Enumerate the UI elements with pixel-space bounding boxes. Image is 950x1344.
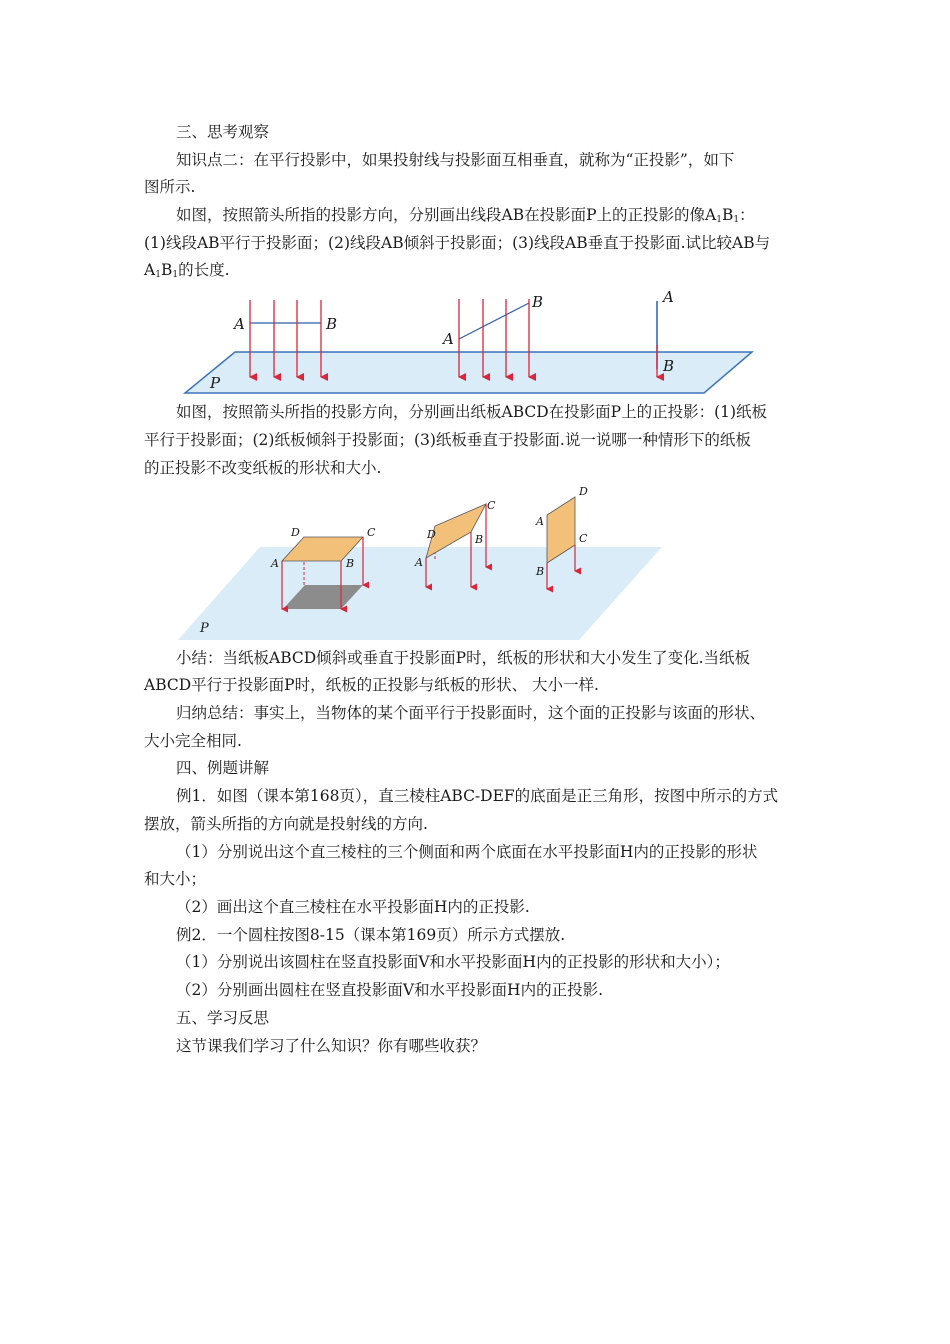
point-label-b: B bbox=[326, 315, 338, 333]
board-projection-figure bbox=[175, 485, 665, 643]
vertex-label-d: D bbox=[291, 526, 300, 539]
section-heading-5: 五、学习反思 bbox=[176, 1009, 270, 1027]
task1-text-line3 bbox=[144, 260, 824, 285]
vertex-label-b: B bbox=[536, 565, 545, 578]
conclusion-line1: 归纳总结：事实上，当物体的某个面平行于投影面时，这个面的正投影与该面的形状、 bbox=[176, 704, 766, 722]
kp2-text-line1: 知识点二：在平行投影中，如果投射线与投影面互相垂直，就称为“正投影”，如下 bbox=[176, 151, 735, 169]
task1-a: A bbox=[144, 261, 156, 279]
task1-text-line1 bbox=[176, 205, 856, 230]
vertex-label-c: C bbox=[487, 499, 496, 512]
point-label-a: A bbox=[443, 330, 454, 348]
kp2-text-line2: 图所示. bbox=[144, 178, 196, 196]
conclusion-line2: 大小完全相同. bbox=[144, 732, 242, 750]
subscript: 1 bbox=[172, 270, 179, 280]
summary-line2: ABCD平行于投影面P时，纸板的正投影与纸板的形状、 大小一样. bbox=[144, 676, 599, 694]
point-label-a: A bbox=[234, 315, 245, 333]
point-label-a: A bbox=[663, 288, 674, 306]
task2-text-line1: 如图，按照箭头所指的投影方向，分别画出纸板ABCD在投影面P上的正投影：(1)纸板 bbox=[176, 403, 768, 421]
subscript: 1 bbox=[716, 215, 722, 225]
task1-b: B bbox=[160, 261, 173, 279]
example1-line1: 例1．如图（课本第168页），直三棱柱ABC-DEF的底面是正三角形，按图中所示的方式 bbox=[176, 787, 779, 805]
section-heading-3: 三、思考观察 bbox=[176, 123, 270, 141]
example1-question1-line1: （1）分别说出这个直三棱柱的三个侧面和两个底面在水平投影面H内的正投影的形状 bbox=[176, 843, 758, 861]
segment-ab bbox=[459, 303, 529, 339]
vertex-label-c: C bbox=[367, 526, 376, 539]
vertex-label-b: B bbox=[346, 557, 355, 570]
task1-text-end3: 的长度. bbox=[178, 261, 230, 279]
example2-line: 例2．一个圆柱按图8-15（课本第169页）所示方式摆放. bbox=[176, 926, 566, 944]
section-heading-4: 四、例题讲解 bbox=[176, 759, 270, 777]
vertex-label-d: D bbox=[579, 485, 588, 498]
subscript: 1 bbox=[733, 215, 740, 225]
example2-question2: （2）分别画出圆柱在竖直投影面V和水平投影面H内的正投影. bbox=[176, 981, 604, 999]
vertex-label-b: B bbox=[475, 533, 484, 546]
vertex-label-a: A bbox=[415, 556, 423, 569]
vertex-label-d: D bbox=[427, 528, 436, 541]
example1-line2: 摆放，箭头所指的方向就是投射线的方向. bbox=[144, 815, 428, 833]
task2-text-line3: 的正投影不改变纸板的形状和大小. bbox=[144, 459, 382, 477]
task2-text-line2: 平行于投影面；(2)纸板倾斜于投影面；(3)纸板垂直于投影面.说一说哪一种情形下的纸板 bbox=[144, 431, 751, 449]
vertex-label-c: C bbox=[579, 532, 588, 545]
vertex-label-a: A bbox=[536, 515, 544, 528]
task1-text-line2: (1)线段AB平行于投影面；(2)线段AB倾斜于投影面；(3)线段AB垂直于投影面.试比较AB与 bbox=[144, 234, 771, 252]
plane-label-p: P bbox=[200, 621, 209, 636]
point-label-b: B bbox=[663, 357, 675, 375]
plane-label-p: P bbox=[210, 374, 221, 392]
vertex-label-a: A bbox=[271, 557, 279, 570]
subscript: 1 bbox=[155, 270, 161, 280]
segment-projection-figure bbox=[180, 285, 760, 400]
example2-question1: （1）分别说出该圆柱在竖直投影面V和水平投影面H内的正投影的形状和大小）； bbox=[176, 953, 730, 971]
task1-text: 如图，按照箭头所指的投影方向，分别画出线段AB在投影面P上的正投影的像A bbox=[176, 206, 717, 224]
summary-line1: 小结：当纸板ABCD倾斜或垂直于投影面P时，纸板的形状和大小发生了变化.当纸板 bbox=[176, 649, 751, 667]
task1-text-end: ： bbox=[739, 206, 755, 224]
reflection-question: 这节课我们学习了什么知识？你有哪些收获？ bbox=[176, 1037, 487, 1055]
example1-question1-line2: 和大小； bbox=[144, 870, 207, 888]
point-label-b: B bbox=[532, 293, 544, 311]
example1-question2: （2）画出这个直三棱柱在水平投影面H内的正投影. bbox=[176, 898, 530, 916]
task1-text-mid: B bbox=[721, 206, 734, 224]
